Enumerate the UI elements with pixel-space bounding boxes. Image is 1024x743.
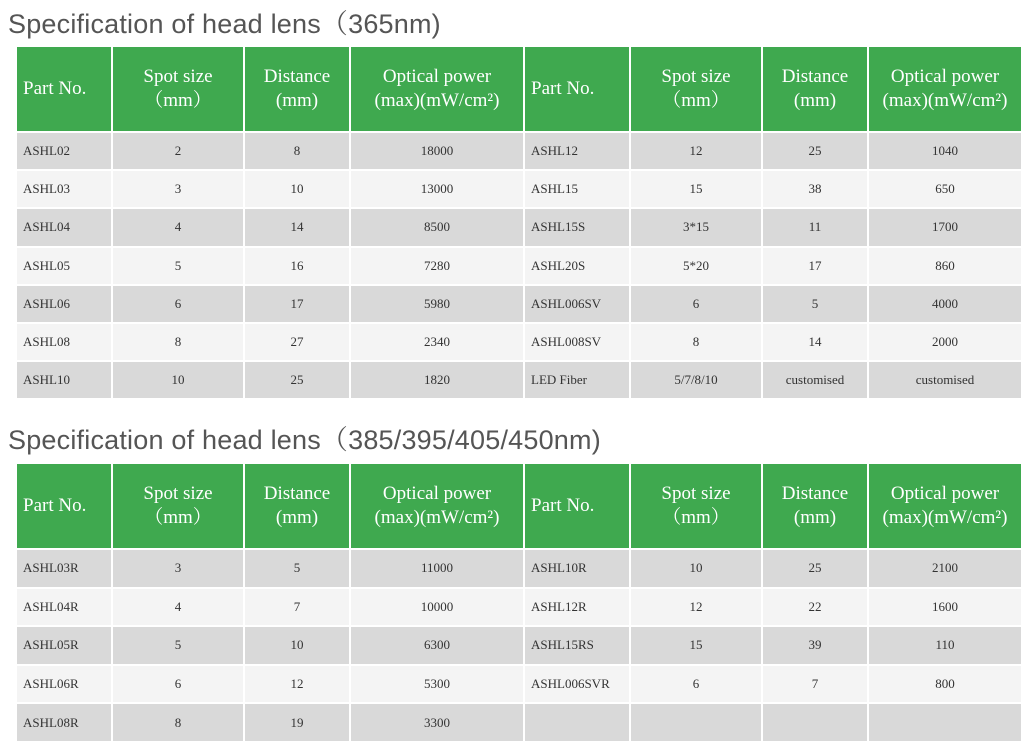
cell-part-no: ASHL15 — [525, 171, 629, 209]
header-distance: Distance (mm) — [245, 464, 349, 550]
cell-distance: 14 — [763, 324, 867, 362]
header-spot-size: Spot size （mm） — [113, 47, 243, 133]
table-row — [17, 133, 1021, 171]
cell-part-no: ASHL10R — [525, 550, 629, 589]
cell-part-no: ASHL03R — [17, 550, 111, 589]
cell-spot-size: 4 — [113, 209, 243, 247]
cell-part-no: ASHL04R — [17, 589, 111, 628]
cell-optical-power: 5980 — [351, 286, 523, 324]
cell-part-no: ASHL008SV — [525, 324, 629, 362]
cell-part-no: ASHL006SVR — [525, 666, 629, 705]
cell-part-no: LED Fiber — [525, 362, 629, 400]
header-optical-power: Optical power (max)(mW/cm²) — [869, 464, 1021, 550]
cell-distance: 38 — [763, 171, 867, 209]
cell-spot-size — [631, 704, 761, 743]
header-distance: Distance (mm) — [763, 464, 867, 550]
cell-distance: 10 — [245, 627, 349, 666]
cell-distance: customised — [763, 362, 867, 400]
cell-optical-power: 860 — [869, 248, 1021, 286]
cell-optical-power: 2000 — [869, 324, 1021, 362]
cell-spot-size: 8 — [113, 324, 243, 362]
cell-optical-power: 2100 — [869, 550, 1021, 589]
cell-optical-power: 110 — [869, 627, 1021, 666]
cell-optical-power: customised — [869, 362, 1021, 400]
cell-optical-power: 4000 — [869, 286, 1021, 324]
cell-spot-size: 6 — [113, 666, 243, 705]
table-row — [17, 589, 1021, 628]
cell-part-no: ASHL15RS — [525, 627, 629, 666]
table-row — [17, 550, 1021, 589]
header-optical-power: Optical power (max)(mW/cm²) — [351, 47, 523, 133]
cell-spot-size: 6 — [631, 286, 761, 324]
cell-part-no: ASHL08 — [17, 324, 111, 362]
cell-spot-size: 15 — [631, 627, 761, 666]
table-row — [17, 324, 1021, 362]
cell-spot-size: 3*15 — [631, 209, 761, 247]
cell-spot-size: 6 — [631, 666, 761, 705]
cell-part-no: ASHL05 — [17, 248, 111, 286]
cell-part-no — [525, 704, 629, 743]
cell-distance: 19 — [245, 704, 349, 743]
table-row — [17, 704, 1021, 743]
cell-optical-power: 6300 — [351, 627, 523, 666]
cell-distance: 7 — [245, 589, 349, 628]
cell-optical-power: 3300 — [351, 704, 523, 743]
cell-distance — [763, 704, 867, 743]
cell-optical-power: 1040 — [869, 133, 1021, 171]
cell-distance: 22 — [763, 589, 867, 628]
cell-spot-size: 3 — [113, 550, 243, 589]
cell-spot-size: 8 — [631, 324, 761, 362]
cell-optical-power: 1700 — [869, 209, 1021, 247]
table-row — [17, 209, 1021, 247]
cell-part-no: ASHL12R — [525, 589, 629, 628]
cell-distance: 7 — [763, 666, 867, 705]
cell-optical-power: 18000 — [351, 133, 523, 171]
cell-spot-size: 15 — [631, 171, 761, 209]
cell-optical-power: 800 — [869, 666, 1021, 705]
cell-spot-size: 5 — [113, 627, 243, 666]
cell-part-no: ASHL15S — [525, 209, 629, 247]
cell-spot-size: 5 — [113, 248, 243, 286]
header-part-no: Part No. — [525, 464, 629, 550]
header-part-no: Part No. — [17, 47, 111, 133]
header-spot-size: Spot size （mm） — [631, 464, 761, 550]
cell-distance: 39 — [763, 627, 867, 666]
cell-optical-power: 10000 — [351, 589, 523, 628]
header-distance: Distance (mm) — [763, 47, 867, 133]
header-part-no: Part No. — [525, 47, 629, 133]
table-row — [17, 362, 1021, 400]
cell-spot-size: 10 — [631, 550, 761, 589]
spec-table-385-450nm — [15, 464, 1023, 743]
cell-optical-power: 7280 — [351, 248, 523, 286]
cell-distance: 25 — [245, 362, 349, 400]
cell-distance: 14 — [245, 209, 349, 247]
cell-spot-size: 8 — [113, 704, 243, 743]
cell-optical-power: 8500 — [351, 209, 523, 247]
table-row — [17, 286, 1021, 324]
cell-part-no: ASHL12 — [525, 133, 629, 171]
header-distance: Distance (mm) — [245, 47, 349, 133]
cell-spot-size: 3 — [113, 171, 243, 209]
cell-part-no: ASHL006SV — [525, 286, 629, 324]
cell-distance: 11 — [763, 209, 867, 247]
cell-spot-size: 5*20 — [631, 248, 761, 286]
header-part-no: Part No. — [17, 464, 111, 550]
cell-distance: 8 — [245, 133, 349, 171]
header-optical-power: Optical power (max)(mW/cm²) — [869, 47, 1021, 133]
cell-spot-size: 12 — [631, 589, 761, 628]
cell-part-no: ASHL03 — [17, 171, 111, 209]
cell-distance: 17 — [763, 248, 867, 286]
cell-spot-size: 2 — [113, 133, 243, 171]
cell-optical-power: 650 — [869, 171, 1021, 209]
section-title-385-450nm: Specification of head lens（385/395/405/450nm) — [8, 425, 601, 455]
cell-optical-power: 13000 — [351, 171, 523, 209]
cell-distance: 25 — [763, 550, 867, 589]
header-optical-power: Optical power (max)(mW/cm²) — [351, 464, 523, 550]
cell-distance: 27 — [245, 324, 349, 362]
cell-part-no: ASHL02 — [17, 133, 111, 171]
cell-optical-power: 1600 — [869, 589, 1021, 628]
cell-part-no: ASHL05R — [17, 627, 111, 666]
section-title-365nm: Specification of head lens（365nm) — [8, 9, 441, 39]
cell-distance: 5 — [245, 550, 349, 589]
spec-table-365nm — [15, 47, 1023, 400]
table-row — [17, 627, 1021, 666]
table-row — [17, 171, 1021, 209]
table-row — [17, 248, 1021, 286]
cell-part-no: ASHL08R — [17, 704, 111, 743]
cell-optical-power: 11000 — [351, 550, 523, 589]
cell-distance: 25 — [763, 133, 867, 171]
cell-part-no: ASHL10 — [17, 362, 111, 400]
header-spot-size: Spot size （mm） — [631, 47, 761, 133]
cell-spot-size: 10 — [113, 362, 243, 400]
cell-part-no: ASHL06 — [17, 286, 111, 324]
cell-optical-power — [869, 704, 1021, 743]
cell-optical-power: 1820 — [351, 362, 523, 400]
table-row — [17, 666, 1021, 705]
cell-part-no: ASHL06R — [17, 666, 111, 705]
cell-distance: 5 — [763, 286, 867, 324]
cell-optical-power: 5300 — [351, 666, 523, 705]
header-spot-size: Spot size （mm） — [113, 464, 243, 550]
cell-spot-size: 4 — [113, 589, 243, 628]
cell-optical-power: 2340 — [351, 324, 523, 362]
cell-distance: 12 — [245, 666, 349, 705]
cell-part-no: ASHL04 — [17, 209, 111, 247]
cell-spot-size: 5/7/8/10 — [631, 362, 761, 400]
table-header-row — [17, 47, 1021, 133]
cell-spot-size: 12 — [631, 133, 761, 171]
cell-distance: 16 — [245, 248, 349, 286]
cell-distance: 10 — [245, 171, 349, 209]
cell-part-no: ASHL20S — [525, 248, 629, 286]
cell-spot-size: 6 — [113, 286, 243, 324]
table-header-row — [17, 464, 1021, 550]
cell-distance: 17 — [245, 286, 349, 324]
